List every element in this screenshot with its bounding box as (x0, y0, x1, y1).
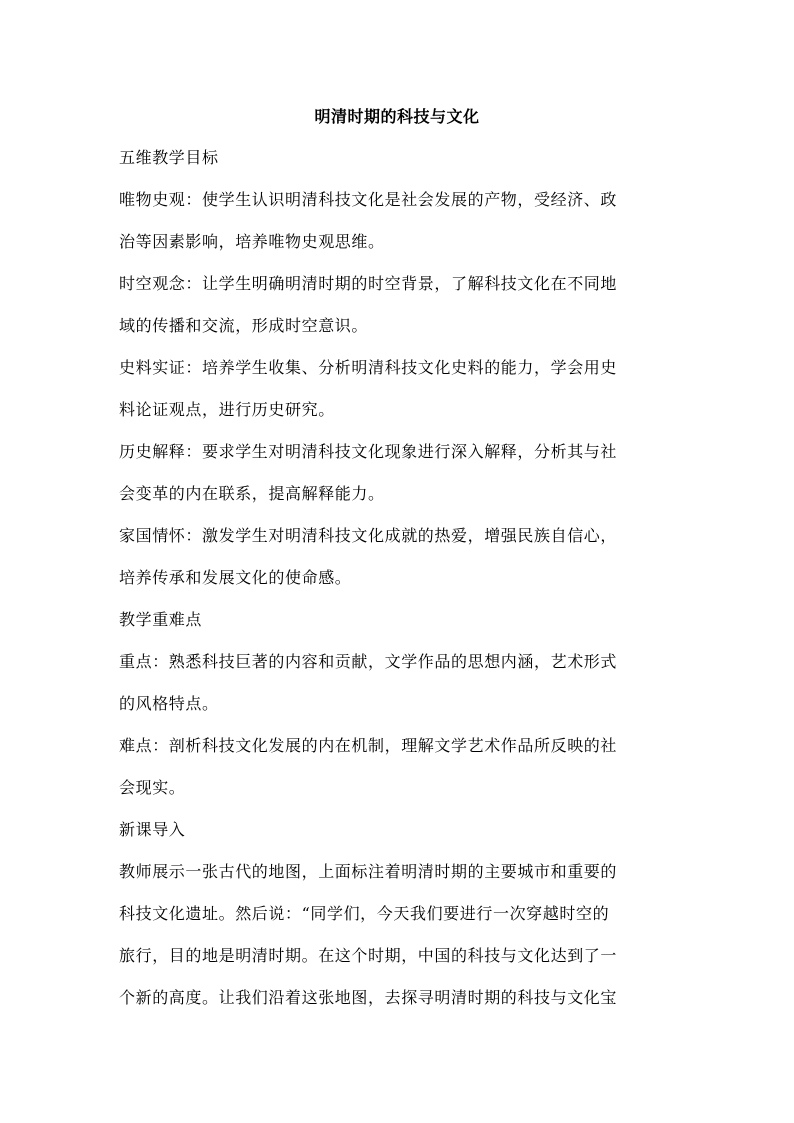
section-heading-key-points: 教学重难点 (119, 610, 203, 629)
paragraph-line: 史料实证：培养学生收集、分析明清科技文化史料的能力，学会用史 (119, 358, 618, 377)
paragraph-line: 域的传播和交流，形成时空意识。 (119, 316, 369, 335)
paragraph-line: 培养传承和发展文化的使命感。 (119, 568, 352, 587)
paragraph-line: 旅行，目的地是明清时期。在这个时期，中国的科技与文化达到了一 (119, 946, 618, 965)
paragraph-line: 家国情怀：激发学生对明清科技文化成就的热爱，增强民族自信心， (119, 526, 618, 545)
paragraph-line: 重点：熟悉科技巨著的内容和贡献，文学作品的思想内涵，艺术形式 (119, 652, 618, 671)
paragraph-line: 治等因素影响，培养唯物史观思维。 (119, 232, 385, 251)
paragraph-line: 料论证观点，进行历史研究。 (119, 400, 335, 419)
document-title: 明清时期的科技与文化 (314, 107, 480, 126)
paragraph-line: 时空观念：让学生明确明清时期的时空背景，了解科技文化在不同地 (119, 274, 618, 293)
paragraph-line: 个新的高度。让我们沿着这张地图，去探寻明清时期的科技与文化宝 (119, 988, 618, 1007)
paragraph-line: 会变革的内在联系，提高解释能力。 (119, 484, 385, 503)
paragraph-line: 历史解释：要求学生对明清科技文化现象进行深入解释，分析其与社 (119, 442, 618, 461)
paragraph-line: 教师展示一张古代的地图，上面标注着明清时期的主要城市和重要的 (119, 862, 618, 881)
paragraph-line: 科技文化遗址。然后说：“同学们，今天我们要进行一次穿越时空的 (119, 904, 610, 923)
section-heading-goals: 五维教学目标 (119, 148, 219, 167)
paragraph-line: 的风格特点。 (119, 694, 219, 713)
paragraph-line: 唯物史观：使学生认识明清科技文化是社会发展的产物，受经济、政 (119, 190, 618, 209)
paragraph-line: 会现实。 (119, 778, 186, 797)
section-heading-introduction: 新课导入 (119, 820, 186, 839)
paragraph-line: 难点：剖析科技文化发展的内在机制，理解文学艺术作品所反映的社 (119, 736, 618, 755)
